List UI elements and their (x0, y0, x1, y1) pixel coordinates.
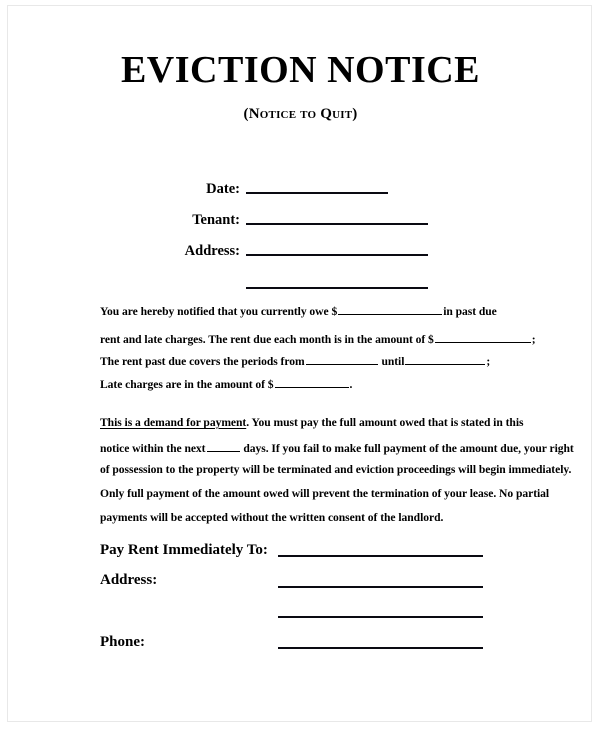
field-row-tenant (138, 209, 240, 231)
payee-address-label: Address: (100, 572, 158, 588)
body-line-monthly-rent (100, 331, 536, 347)
document-subtitle: (Notice to Quit) (243, 106, 358, 122)
body-line-no-partial: payments will be accepted without the written consent of the landlord. (100, 511, 444, 524)
body-text-late-b: . (349, 378, 353, 391)
body-text-rent-b: ; (531, 333, 536, 346)
field-row-address (138, 240, 240, 262)
body-text-rent-a: rent and late charges. The rent due each month is in the amount of $ (100, 333, 434, 346)
phone-input-line[interactable] (278, 647, 483, 649)
address-label: Address: (184, 243, 240, 259)
tenant-label: Tenant: (192, 212, 240, 228)
body-text-days-b: days. If you fail to make full payment of the amount due, your right (243, 442, 574, 455)
period-from-blank[interactable] (306, 353, 378, 365)
body-line-periods (100, 353, 490, 369)
body-text-periods-a: The rent past due covers the periods from (100, 355, 305, 368)
tenant-input-line[interactable] (246, 223, 428, 225)
body-text-demand-b: . You must pay the full amount owed that is stated in this (246, 416, 524, 429)
document-title: EVICTION NOTICE (120, 49, 481, 91)
body-text-periods-c: ; (486, 355, 491, 368)
address-input-line-1[interactable] (246, 254, 428, 256)
period-until-blank[interactable] (405, 353, 485, 365)
late-charges-blank[interactable] (275, 376, 349, 388)
days-count-blank[interactable] (207, 440, 240, 452)
amount-owed-blank[interactable] (338, 303, 442, 315)
date-label: Date: (206, 181, 240, 197)
address-input-line-2[interactable] (246, 287, 428, 289)
body-text-periods-b: until (381, 355, 405, 368)
document-sheet (8, 6, 591, 721)
body-line-days (100, 440, 574, 456)
monthly-rent-blank[interactable] (435, 331, 531, 343)
payee-address-input-line-1[interactable] (278, 586, 483, 588)
body-text-days-a: notice within the next (100, 442, 206, 455)
pay-rent-to-input-line[interactable] (278, 555, 483, 557)
date-input-line[interactable] (246, 192, 388, 194)
field-row-date (138, 178, 240, 200)
body-text-owe-a: You are hereby notified that you currently owe $ (100, 305, 338, 318)
body-line-full-payment: Only full payment of the amount owed will prevent the termination of your lease. No partial (100, 487, 550, 500)
pay-rent-to-label: Pay Rent Immediately To: (100, 542, 268, 558)
body-line-owe (100, 303, 497, 319)
body-line-demand (100, 416, 523, 430)
body-line-late-charges (100, 376, 352, 392)
phone-label: Phone: (100, 634, 145, 650)
body-text-owe-b: in past due (443, 305, 497, 318)
body-text-late-a: Late charges are in the amount of $ (100, 378, 274, 391)
document-page (7, 5, 592, 722)
payee-address-input-line-2[interactable] (278, 616, 483, 618)
demand-for-payment-emphasis: This is a demand for payment (100, 416, 247, 429)
body-line-possession: of possession to the property will be terminated and eviction proceedings will begin immediately. (100, 463, 572, 476)
